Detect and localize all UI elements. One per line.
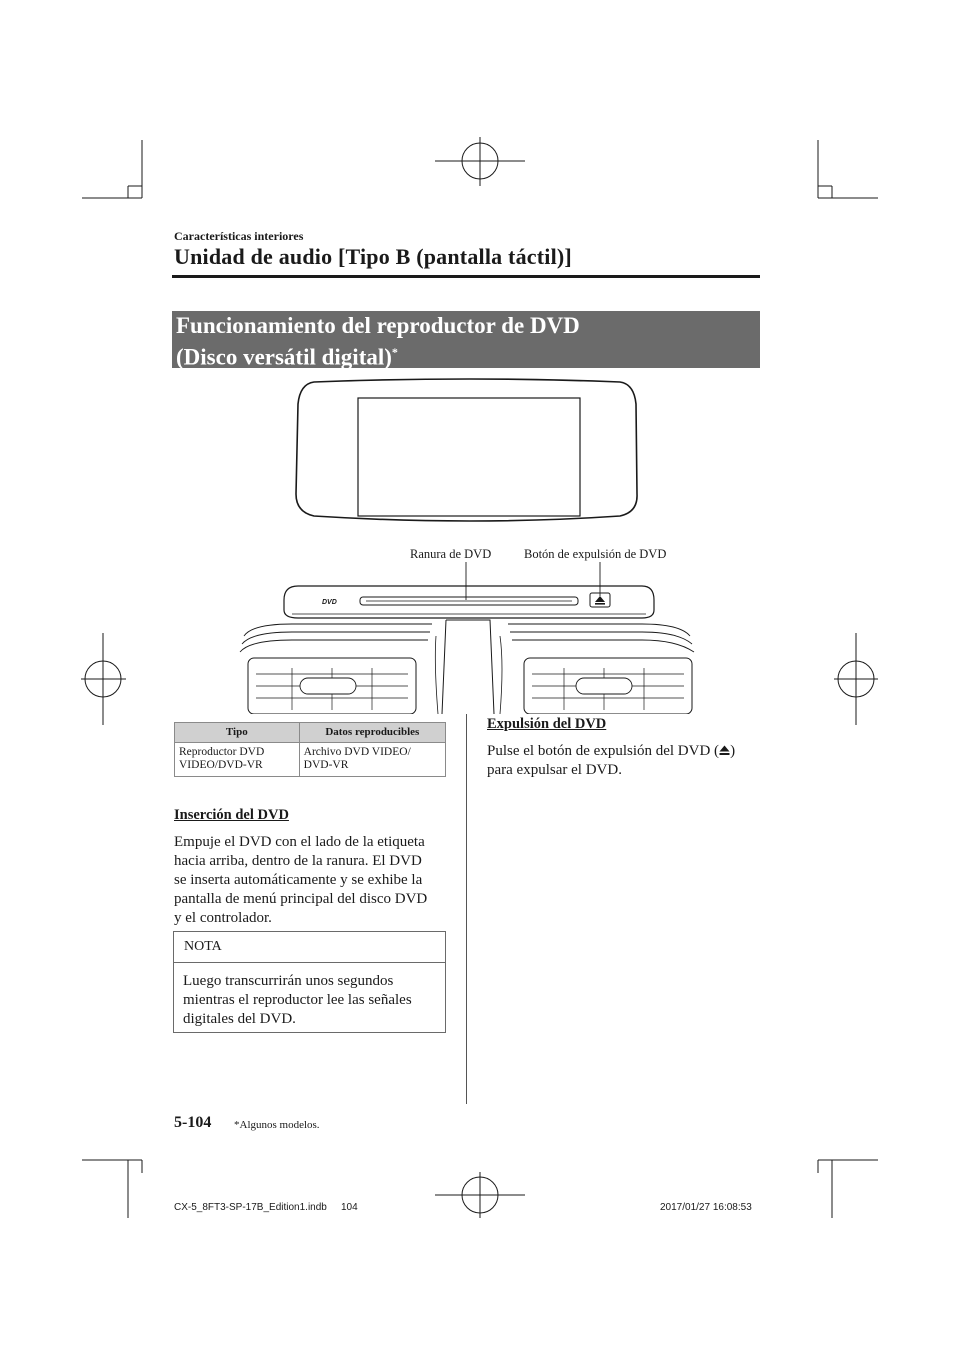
dvd-logo: DVD [322, 599, 337, 606]
banner-title-line1: Funcionamiento del reproductor de DVD [176, 313, 580, 338]
section-label: Características interiores [174, 229, 304, 243]
cell-datos: Archivo DVD VIDEO/ DVD-VR [299, 743, 445, 777]
display-screen [358, 398, 580, 516]
note-text: Luego transcurrirán unos segundos mientras el reproductor lee las señales digitales del DVD. [183, 973, 412, 1027]
section-banner [172, 311, 760, 368]
chapter-title: Unidad de audio [Tipo B (pantalla táctil)] [174, 244, 572, 269]
callout-eject-button: Botón de expulsión de DVD [524, 547, 667, 561]
footer-file: CX-5_8FT3-SP-17B_Edition1.indb [174, 1202, 327, 1213]
chapter-rule [172, 275, 760, 278]
note-divider [174, 962, 445, 963]
ejection-heading: Expulsión del DVD [487, 716, 607, 732]
banner-title-line2: (Disco versátil digital)* [176, 344, 398, 370]
callout-dvd-slot: Ranura de DVD [410, 547, 492, 561]
insertion-heading: Inserción del DVD [174, 807, 289, 823]
playable-formats-table [174, 722, 446, 777]
insertion-text: Empuje el DVD con el lado de la etiqueta hacia arriba, dentro de la ranura. El DVD se inserta automáticamente y se exhibe la pantalla de menú principal del disco DVD y el controlador. [174, 834, 428, 926]
table-row [175, 743, 446, 777]
footnote: *Algunos modelos. [234, 1119, 320, 1131]
dvd-player-illustration [172, 374, 760, 714]
page-number: 5-104 [174, 1114, 212, 1131]
footer-page: 104 [341, 1202, 358, 1213]
optional-marker: * [391, 345, 398, 359]
table-header-row [175, 723, 446, 743]
display-housing [296, 379, 637, 521]
footer-timestamp: 2017/01/27 16:08:53 [660, 1202, 752, 1213]
ejection-text: Pulse el botón de expulsión del DVD ( ) para expulsar el DVD. [487, 743, 736, 778]
header-datos: Datos reproducibles [299, 723, 445, 743]
eject-icon [719, 745, 730, 756]
eject-icon [595, 596, 605, 602]
note-box [173, 931, 446, 1033]
note-title: NOTA [184, 939, 222, 954]
column-divider [466, 714, 467, 1104]
header-tipo: Tipo [175, 723, 300, 743]
cell-tipo: Reproductor DVD VIDEO/DVD-VR [175, 743, 300, 777]
